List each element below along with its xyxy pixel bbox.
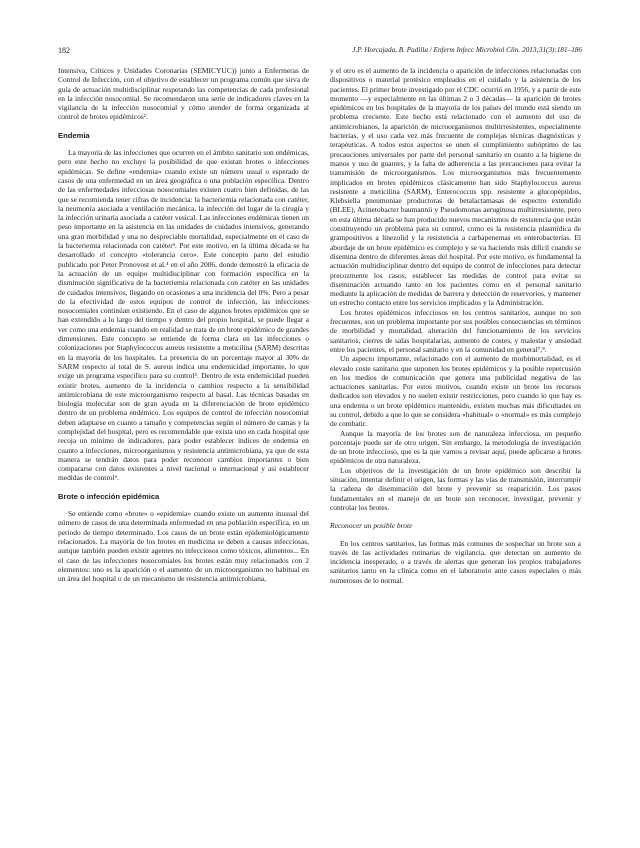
paragraph: y el otro es el aumento de la incidencia o aparición de infecciones relacionadas con dispositivos o material protésico empleados en el cuidado y la asistencia de los pacientes. El primer brote investigado por el CDC ocurrió en 1956, y a partir de este momento —y especialmente en las últimas 2 o 3 décadas— la aparición de brotes epidémicos en los hospitales de la mayoría de los países del mundo está siendo un problema creciente. Este hecho está relacionado con el aumento del uso de antimicrobianos, la aparición de microorganismos multirresistentes, especialmente bacterias, y el uso cada vez más frecuente de complejas técnicas diagnósticas y terapéuticas. A todos estos aspectos se unen el cumplimiento subóptimo de las precauciones universales por parte del personal sanitario en cuanto a la higiene de manos y uso de guantes, y la falta de adherencia a las precauciones para evitar la transmisión de microorganismos. Los microorganismos más frecuentemente implicados en brotes epidémicos clásicamente han sido Staphylococcus aureus resistente a meticilina (SARM), Enterococcus spp. resistente a glucopéptidos, Klebsiella pneumoniae productoras de betalactamasas de espectro extendido (BLEE), Acinetobacter baumannii y Pseudomonas aeruginosa multirresistente, pero en esta última década se han producido nuevos mecanismos de resistencia que están constituyendo un problema para su control, como es la resistencia plasmídica de grampositivos a linezolid y la resistencia a carbapenemas en enterobacterias. El abordaje de un brote epidémico es complejo y se va haciendo más difícil cuando se disemina dentro de diferentes áreas del hospital. Por este motivo, es fundamental la actuación multidisciplinar dentro del equipo de control de infecciones para detectar precozmente los casos, establecer las medidas de control para evitar su diseminación actuando tanto en los pacientes como en el personal sanitario mediante la aplicación de medidas de barrera y detección de reservorios, y mantener un estrecho contacto entre los servicios implicados y la Administración.: [330, 66, 581, 308]
subsection-heading-reconocer: Reconocer un posible brote: [330, 521, 413, 531]
paragraph: La mayoría de las infecciones que ocurren en el ámbito sanitario son endémicas, pero este hecho no excluye la posibilidad de que existan brotes o infecciones epidémicas. Se define «endemia» cuando existe un número usual o esperado de casos de una enfermedad en un área geográfica o una población específica. Dentro de las enfermedades infecciosas nosocomiales existen cuatro bien definidas, de las que se recomienda tener cifras de incidencia: la bacteriemia relacionada con catéter, la neumonía asociada a ventilación mecánica, la infección del lugar de la cirugía y la infección urinaria asociada a catéter vesical. Las infecciones endémicas tienen un peso importante en la asistencia en las unidades de cuidados intensivos, generando una gran morbilidad y una no despreciable mortalidad, especialmente en el caso de la bacteriemia relacionada con catéter³. Por este motivo, en la última década se ha desarrollado el concepto «tolerancia cero». Este concepto parte del estudio publicado por Peter Pronovost et al.⁴ en el año 2006, donde demostró la eficacia de la actuación de un equipo multidisciplinar con formación específica en la disminución significativa de la bacteriemia relacionada con catéter en las unidades de cuidados intensivos, llegando en ocasiones a una incidencia del 0%. Pero a pesar de la efectividad de estos equipos de control de infección, las infecciones nosocomiales continúan existiendo. En el caso de algunos brotes epidémicos que se han extendido a lo largo del tiempo y dentro del propio hospital, se puede llegar a ver como una endemia cuando en realidad se trata de un brote epidémico de grandes dimensiones. Este concepto se entiende de forma clara en las infecciones o colonizaciones por Staphylococcus aureus resistente a meticilina (SARM) descritas en la mayoría de los hospitales. La presencia de un porcentaje mayor al 30% de SARM respecto al total de S. aureus indica una endemicidad importante, lo que exige un programa específico para su control⁵. Dentro de esta endemicidad pueden existir brotes, aumento de la incidencia o cambios respecto a la sensibilidad antimicrobiana de este microorganismo respecto al basal. Las técnicas basadas en biología molecular son de gran ayuda en la diferenciación de brote epidémico dentro de un problema endémico. Los equipos de control de infección nosocomial deben adaptarse en cuanto a tamaño y competencias según el número de camas y la complejidad del hospital, pero es recomendable que exista uno en cada hospital que recoja un mínimo de indicadores, para poder establecer índices de endemia en cuanto a infecciones, microorganismos y resistencia antimicrobiana, ya que de esta manera se tendrán datos para poder reconocer cambios importantes o bien compararse con datos existentes a nivel nacional o internacional y así establecer medidas de control⁶.: [58, 148, 309, 483]
page-number: 182: [58, 46, 70, 55]
paragraph: Los objetivos de la investigación de un brote epidémico son describir la situación, intentar definir el origen, las formas y las vías de transmisión, interrumpir la cadena de diseminación del brote y prevenir su reaparición. Los pasos fundamentales en el manejo de un brote son reconocer, investigar, prevenir y controlar los brotes.: [330, 465, 581, 512]
paragraph: En los centros sanitarios, las formas más comunes de sospechar un brote son a través de las actividades rutinarias de vigilancia, que detectan un aumento de incidencia inesperado, o a través de alertas que generan los propios trabajadores sanitarios tanto en la clínica como en el laboratorio ante casos especiales o más numerosos de lo normal.: [330, 538, 581, 585]
paragraph: Se entiende como «brote» o «epidemia» cuando existe un aumento inusual del número de casos de una determinada enfermedad en una población específica, en un período de tiempo determinado. Los casos de un brote están epidemiológicamente relacionados. La mayoría de los brotes en medicina se deben a causas infecciosas, aunque también pueden existir agentes no infecciosos como tóxicos, alimentos... En el caso de las infecciones nosocomiales los brotes están muy relacionados con 2 elementos: uno es la aparición o el aumento de un microorganismo no habitual en un área del hospital o de un mecanismo de resistencia antimicrobiana,: [58, 509, 309, 584]
paragraph: Intensiva, Críticos y Unidades Coronarias (SEMICYUC)) junto a Enfermeras de Control de Infección, con el objetivo de establecer un programa común que sirva de guía de actuación multidisciplinar respetando las competencias de cada profesional en la infección nosocomial. Se recomendaron una serie de indicadores claves en la vigilancia de la infección nosocomial y cómo atender de forma organizada al control de brotes epidémicos².: [58, 66, 309, 122]
section-heading-brote: Brote o infección epidémica: [58, 491, 160, 501]
paragraph: Los brotes epidémicos infecciosos en los centros sanitarios, aunque no son frecuentes, son un problema importante por sus posibles consecuencias en términos de morbilidad y mortalidad, alteración del funcionamiento de los servicios sanitarios, cierres de salas hospitalarias, aumento de costes, y malestar y ansiedad entre los pacientes, el personal sanitario y en la comunidad en general⁷,⁸.: [330, 307, 581, 354]
right-column: [330, 66, 581, 838]
running-header-citation: J.P. Horcajada, B. Padilla / Enferm Infecc Microbiol Clin. 2013;31(3):181–186: [352, 46, 582, 54]
paragraph: Aunque la mayoría de los brotes son de naturaleza infecciosa, un pequeño porcentaje puede ser de otro origen. Sin embargo, la metodología de investigación de un brote infeccioso, que es la que vamos a revisar aquí, puede aplicarse a brotes epidémicos de otra naturaleza.: [330, 428, 581, 466]
left-column: [58, 66, 309, 838]
section-heading-endemia: Endemia: [58, 130, 90, 140]
paragraph: Un aspecto importante, relacionado con el aumento de morbimortalidad, es el elevado coste sanitario que suponen los brotes epidémicos y la posible repercusión en los medios de comunicación que genera una publicidad negativa de las actuaciones sanitarias. Por estos motivos, cuando existe un brote los recursos dedicados son elevados y no suelen existir restricciones, pero cuando lo que hay es una endemia o un brote epidémico mantenido, existen muchas más dificultades en su control, debido a que lo que se considera «habitual» o «normal» es más complejo de combatir.: [330, 354, 581, 429]
